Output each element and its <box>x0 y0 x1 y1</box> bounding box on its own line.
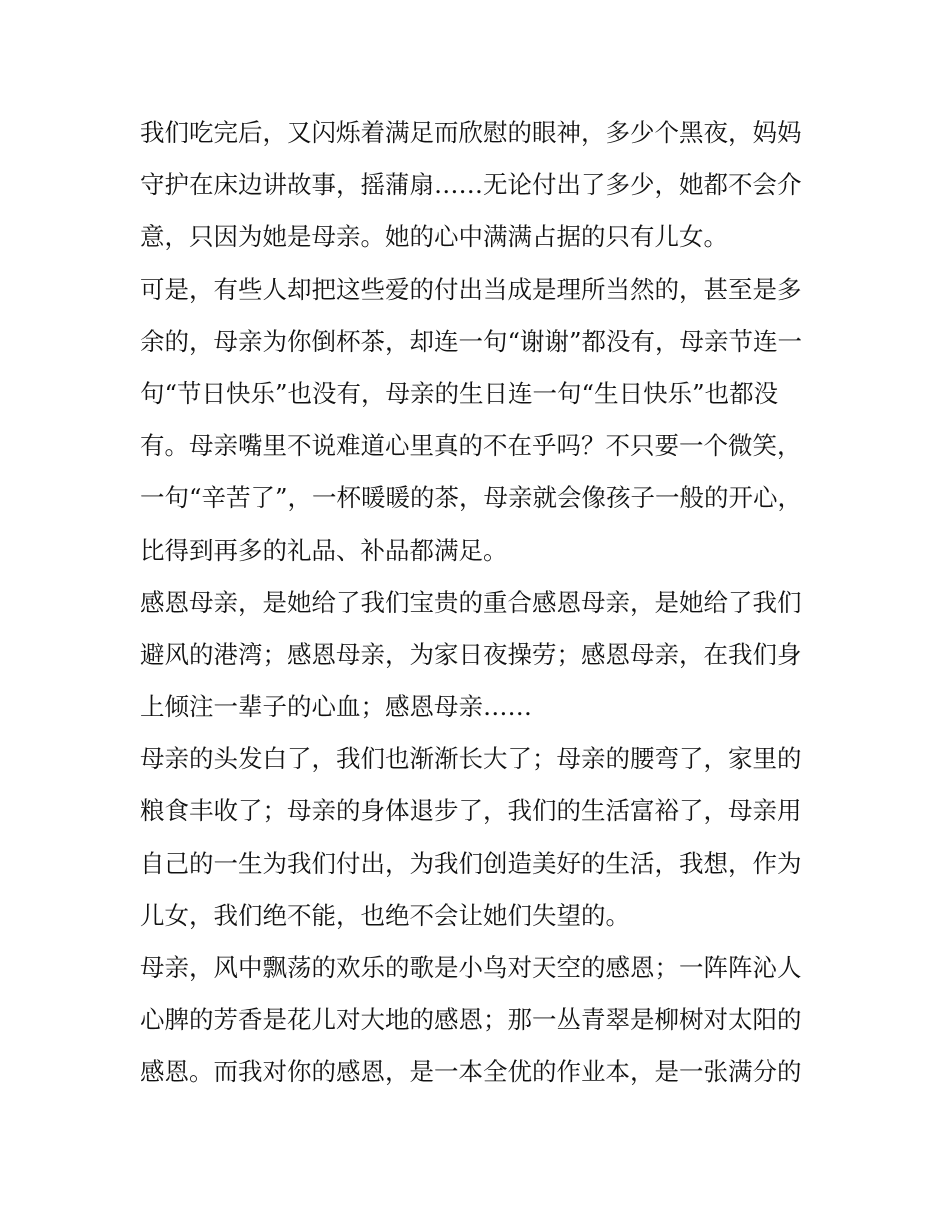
text-line: 句“节日快乐”也没有，母亲的生日连一句“生日快乐”也都没 <box>140 378 779 408</box>
text-line: 意，只因为她是母亲。她的心中满满占据的只有儿女。 <box>140 222 728 252</box>
text-line: 我们吃完后，又闪烁着满足而欣慰的眼神，多少个黑夜，妈妈 <box>140 118 802 147</box>
text-line: 粮食丰收了；母亲的身体退步了，我们的生活富裕了，母亲用 <box>140 796 802 826</box>
text-line: 有。母亲嘴里不说难道心里真的不在乎吗？不只要一个微笑， <box>140 431 802 461</box>
text-line: 儿女，我们绝不能，也绝不会让她们失望的。 <box>140 900 630 930</box>
text-line: 避风的港湾；感恩母亲，为家日夜操劳；感恩母亲，在我们身 <box>140 639 802 669</box>
text-line: 可是，有些人却把这些爱的付出当成是理所当然的，甚至是多 <box>140 274 802 304</box>
text-line: 守护在床边讲故事，摇蒲扇……无论付出了多少，她都不会介 <box>140 170 802 200</box>
text-line: 感恩母亲，是她给了我们宝贵的重合感恩母亲，是她给了我们 <box>140 587 802 617</box>
text-line: 一句“辛苦了”，一杯暖暖的茶，母亲就会像孩子一般的开心， <box>140 483 803 513</box>
text-line: 上倾注一辈子的心血；感恩母亲…… <box>140 692 532 722</box>
text-line: 感恩。而我对你的感恩，是一本全优的作业本，是一张满分的 <box>140 1057 802 1087</box>
text-line: 母亲的头发白了，我们也渐渐长大了；母亲的腰弯了，家里的 <box>140 744 802 774</box>
text-line: 比得到再多的礼品、补品都满足。 <box>140 535 508 565</box>
text-line: 自己的一生为我们付出，为我们创造美好的生活，我想，作为 <box>140 848 802 878</box>
text-line: 母亲，风中飘荡的欢乐的歌是小鸟对天空的感恩；一阵阵沁人 <box>140 953 802 982</box>
text-line: 余的，母亲为你倒杯茶，却连一句“谢谢”都没有，母亲节连一 <box>140 326 803 356</box>
text-line: 心脾的芳香是花儿对大地的感恩；那一丛青翠是柳树对太阳的 <box>140 1005 802 1035</box>
body-text <box>140 107 820 1099</box>
